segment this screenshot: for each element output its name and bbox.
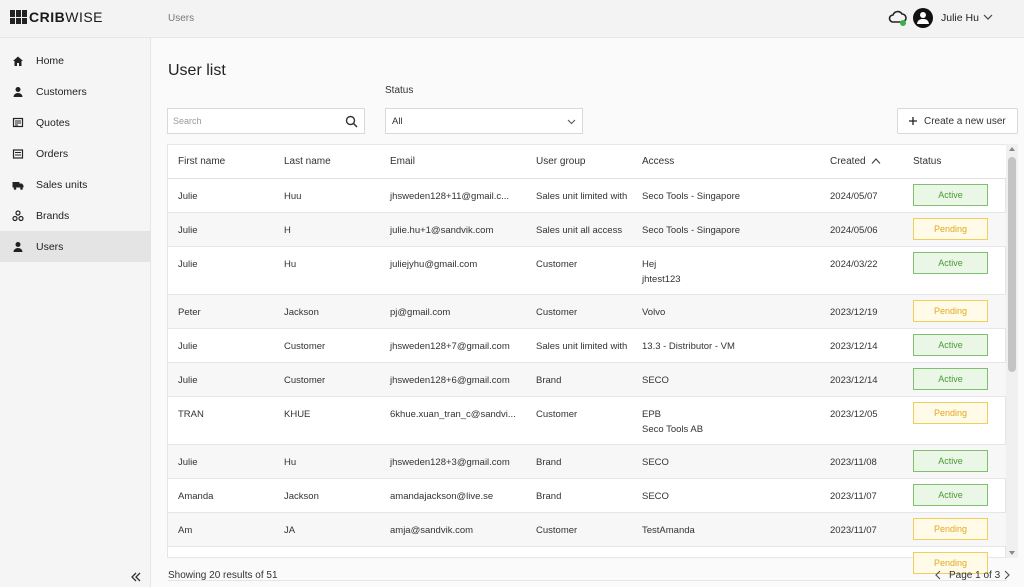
table-row[interactable]	[168, 479, 1007, 513]
cell-access	[642, 341, 822, 352]
cell-last-name: Huu	[284, 191, 302, 202]
access-line: jhtest123	[642, 274, 681, 285]
access-line: SECO	[642, 491, 669, 502]
cell-last-name: JA	[284, 525, 296, 536]
access-line: Seco Tools - Singapore	[642, 225, 741, 236]
cell-email: amandajackson@live.se	[390, 491, 494, 502]
cell-created: 2024/05/06	[830, 225, 878, 236]
cell-first-name: Am	[178, 525, 193, 536]
sidebar-item-label: Orders	[36, 147, 69, 160]
sidebar-item-label: Brands	[36, 209, 70, 222]
cell-first-name: Peter	[178, 307, 201, 318]
table-row[interactable]	[168, 329, 1007, 363]
status-badge: Active	[913, 252, 988, 274]
cell-first-name: Julie	[178, 375, 198, 386]
status-badge: Active	[913, 484, 988, 506]
cell-last-name: Hu	[284, 259, 297, 270]
cell-email: julie.hu+1@sandvik.com	[390, 225, 494, 236]
cell-created: 2024/03/22	[830, 259, 878, 270]
cell-user-group: Brand	[536, 375, 562, 386]
column-header-user-group[interactable]: User group	[536, 156, 586, 167]
access-line: Seco Tools - Singapore	[642, 191, 741, 202]
cell-user-group: Customer	[536, 307, 578, 318]
scroll-up-arrow[interactable]	[1009, 147, 1015, 151]
cell-created: 2023/11/07	[830, 491, 877, 502]
sidebar-item-label: Quotes	[36, 116, 70, 129]
column-header-status[interactable]: Status	[913, 156, 942, 167]
cell-first-name: Julie	[178, 225, 198, 236]
sidebar-item-label: Users	[36, 240, 64, 253]
sort-ascending-icon[interactable]	[871, 157, 881, 165]
cell-first-name: Julie	[178, 191, 198, 202]
cell-last-name: Hu	[284, 457, 297, 468]
page-title: User list	[168, 62, 226, 79]
sidebar-item-customers[interactable]	[0, 76, 151, 107]
cell-user-group: Customer	[536, 259, 578, 270]
user-name[interactable]: Julie Hu	[941, 12, 979, 24]
results-count: Showing 20 results of 51	[168, 570, 278, 581]
users-table	[167, 144, 1006, 568]
cell-email: juliejyhu@gmail.com	[390, 259, 478, 270]
table-row[interactable]	[168, 363, 1007, 397]
cell-access	[642, 491, 822, 502]
logo-mark-icon	[10, 10, 27, 24]
plus-icon	[908, 116, 918, 126]
cell-first-name: Julie	[178, 457, 198, 468]
home-icon	[12, 55, 24, 67]
column-header-last-name[interactable]: Last name	[284, 156, 331, 167]
cribwise-logo[interactable]	[10, 9, 103, 25]
search-input[interactable]: Search	[173, 116, 202, 126]
person-icon	[12, 86, 24, 98]
cell-user-group: Sales unit limited with	[536, 341, 628, 352]
table-row[interactable]	[168, 397, 1007, 445]
cell-last-name: H	[284, 225, 291, 236]
search-field[interactable]	[167, 108, 365, 134]
scroll-down-arrow[interactable]	[1009, 551, 1015, 555]
breadcrumb[interactable]: Users	[168, 13, 195, 24]
column-header-access[interactable]: Access	[642, 156, 675, 167]
cell-access	[642, 457, 822, 468]
table-row[interactable]	[168, 513, 1007, 547]
cell-created: 2024/05/07	[830, 191, 878, 202]
column-header-email[interactable]: Email	[390, 156, 416, 167]
cell-access	[642, 259, 822, 285]
cell-email: 6khue.xuan_tran_c@sandvi...	[390, 409, 516, 420]
cell-access	[642, 525, 822, 536]
top-bar	[0, 0, 1024, 38]
sidebar-item-users[interactable]	[0, 231, 151, 262]
access-line: SECO	[642, 457, 669, 468]
status-badge: Pending	[913, 218, 988, 240]
table-row[interactable]	[168, 247, 1007, 295]
status-badge: Active	[913, 368, 988, 390]
person-icon	[12, 241, 24, 253]
sidebar-item-brands[interactable]	[0, 200, 151, 231]
cell-user-group: Sales unit all access	[536, 225, 623, 236]
access-line: Volvo	[642, 307, 666, 318]
cell-user-group: Sales unit limited with	[536, 191, 628, 202]
cell-user-group: Brand	[536, 457, 562, 468]
cell-first-name: Amanda	[178, 491, 214, 502]
collapse-sidebar-icon[interactable]	[130, 571, 142, 583]
access-line: TestAmanda	[642, 525, 695, 536]
status-select[interactable]	[385, 108, 583, 134]
cell-first-name: Julie	[178, 341, 198, 352]
truck-icon	[12, 179, 24, 191]
cell-access	[642, 307, 822, 318]
cell-created: 2023/12/19	[830, 307, 878, 318]
sidebar-item-label: Customers	[36, 85, 87, 98]
cell-email: amja@sandvik.com	[390, 525, 474, 536]
cell-last-name: Customer	[284, 341, 326, 352]
access-line: SECO	[642, 375, 669, 386]
cell-user-group: Customer	[536, 409, 578, 420]
cell-user-group: Customer	[536, 525, 578, 536]
access-line: EPB	[642, 409, 662, 420]
status-filter-label: Status	[385, 85, 414, 96]
quotes-icon	[12, 117, 24, 129]
cell-email: jhsweden128+3@gmail.com	[390, 457, 510, 468]
cell-user-group: Brand	[536, 491, 562, 502]
cell-created: 2023/12/14	[830, 375, 878, 386]
sidebar-item-label: Sales units	[36, 178, 88, 191]
cell-access	[642, 191, 822, 202]
status-badge: Pending	[913, 402, 988, 424]
table-row[interactable]	[168, 547, 1007, 581]
access-line: Hej	[642, 259, 657, 270]
column-header-first-name[interactable]: First name	[178, 156, 226, 167]
cell-email: jhsweden128+11@gmail.c...	[390, 191, 510, 202]
cell-last-name: Customer	[284, 375, 326, 386]
chevron-down-icon[interactable]	[983, 12, 993, 22]
access-line: 13.3 - Distributor - VM	[642, 341, 735, 352]
status-badge: Active	[913, 450, 988, 472]
avatar[interactable]	[913, 8, 933, 28]
cell-first-name: TRAN	[178, 409, 204, 420]
cell-email: jhsweden128+7@gmail.com	[390, 341, 510, 352]
cell-access	[642, 375, 822, 386]
access-line: Seco Tools AB	[642, 424, 704, 435]
cell-email: pj@gmail.com	[390, 307, 451, 318]
status-badge: Pending	[913, 300, 988, 322]
logo-text: CRIBWISE	[29, 9, 104, 25]
brands-icon	[12, 210, 24, 222]
cell-access	[642, 225, 822, 236]
table-header	[168, 145, 1007, 179]
status-badge: Pending	[913, 518, 988, 540]
status-badge: Pending	[913, 552, 988, 574]
sidebar-item-quotes[interactable]	[0, 107, 151, 138]
status-badge: Active	[913, 334, 988, 356]
search-icon[interactable]	[345, 115, 358, 128]
status-select-value: All	[392, 116, 403, 127]
cell-access	[642, 409, 822, 435]
cell-created: 2023/12/05	[830, 409, 878, 420]
chevron-right-icon[interactable]	[1003, 570, 1011, 580]
sidebar-item-label: Home	[36, 54, 65, 67]
cell-last-name: Jackson	[284, 491, 319, 502]
sidebar-item-sales-units[interactable]	[0, 169, 151, 200]
create-user-button[interactable]	[897, 108, 1018, 134]
cell-last-name: Jackson	[284, 307, 319, 318]
status-badge: Active	[913, 184, 988, 206]
chevron-down-icon	[567, 117, 576, 126]
create-user-label: Create a new user	[924, 115, 1006, 127]
pagination-label: Page 1 of 3	[949, 570, 1001, 581]
cell-created: 2023/11/07	[830, 525, 877, 536]
sidebar-item-home[interactable]	[0, 45, 151, 76]
column-header-created[interactable]: Created	[830, 156, 866, 167]
cell-first-name: Julie	[178, 259, 198, 270]
sidebar-item-orders[interactable]	[0, 138, 151, 169]
table-row[interactable]	[168, 445, 1007, 479]
scrollbar-thumb[interactable]	[1008, 157, 1016, 372]
cell-created: 2023/12/14	[830, 341, 878, 352]
orders-icon	[12, 148, 24, 160]
table-row[interactable]	[168, 213, 1007, 247]
cell-created: 2023/11/08	[830, 457, 877, 468]
cell-last-name: KHUE	[284, 409, 311, 420]
table-row[interactable]	[168, 295, 1007, 329]
cloud-sync-icon[interactable]	[888, 9, 908, 27]
cell-email: jhsweden128+6@gmail.com	[390, 375, 510, 386]
chevron-left-icon[interactable]	[934, 570, 942, 580]
table-row[interactable]	[168, 179, 1007, 213]
sidebar	[0, 38, 151, 587]
